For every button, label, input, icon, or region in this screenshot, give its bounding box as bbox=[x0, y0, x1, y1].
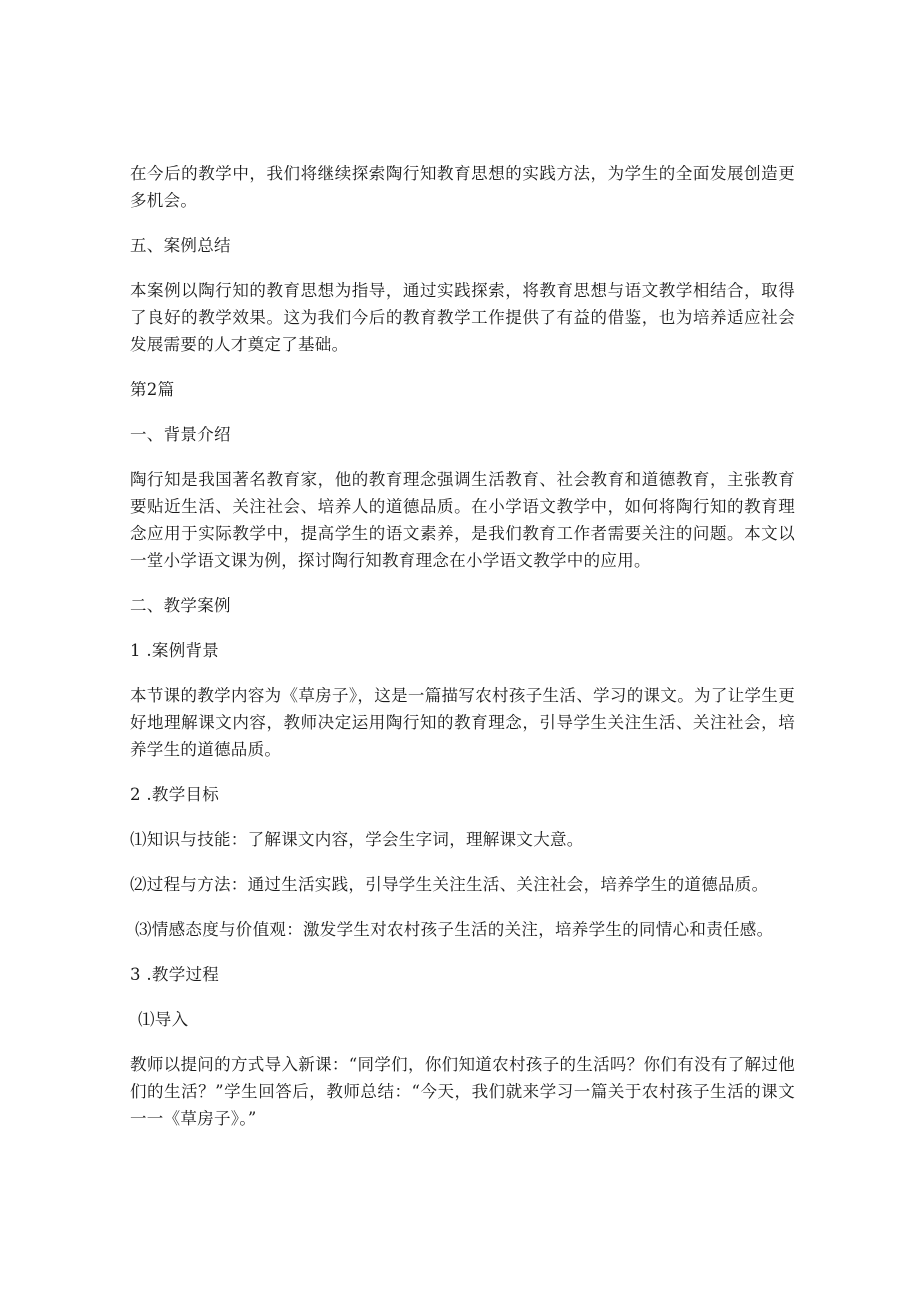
paragraph-case-background: 本节课的教学内容为《草房子》，这是一篇描写农村孩子生活、学习的课文。为了让学生更好地理解课文内容，教师决定运用陶行知的教育理念，引导学生关注生活、关注社会，培养学生的道德品质。 bbox=[130, 686, 795, 759]
heading-introduction: ⑴导入 bbox=[138, 1010, 189, 1029]
heading-teaching-goals: 2 .教学目标 bbox=[130, 785, 220, 804]
heading-case-summary: 五、案例总结 bbox=[130, 236, 231, 255]
goal-process-methods: ⑵过程与方法：通过生活实践，引导学生关注生活、关注社会，培养学生的道德品质。 bbox=[130, 875, 769, 894]
heading-case-background: 1 .案例背景 bbox=[130, 641, 220, 660]
paragraph-background: 陶行知是我国著名教育家，他的教育理念强调生活教育、社会教育和道德教育，主张教育要贴近生活、关注社会、培养人的道德品质。在小学语文教学中，如何将陶行知的教育理念应用于实际教学中，提高学生的语文素养，是我们教育工作者需要关注的问题。本文以一堂小学语文课为例，探讨陶行知教育理念在小学语文教学中的应用。 bbox=[130, 470, 795, 570]
heading-teaching-process: 3 .教学过程 bbox=[130, 965, 220, 984]
heading-teaching-case: 二、教学案例 bbox=[130, 596, 231, 615]
goal-emotion-values: ⑶情感态度与价值观：激发学生对农村孩子生活的关注，培养学生的同情心和责任感。 bbox=[135, 920, 774, 939]
paragraph-case-summary: 本案例以陶行知的教育思想为指导，通过实践探索，将教育思想与语文教学相结合，取得了良好的教学效果。这为我们今后的教育教学工作提供了有益的借鉴，也为培养适应社会发展需要的人才奠定了基础。 bbox=[130, 281, 795, 354]
paragraph-future-teaching: 在今后的教学中，我们将继续探索陶行知教育思想的实践方法，为学生的全面发展创造更多机会。 bbox=[130, 164, 795, 210]
goal-knowledge-skills: ⑴知识与技能：了解课文内容，学会生字词，理解课文大意。 bbox=[130, 830, 584, 849]
heading-part-2: 第2篇 bbox=[130, 380, 175, 399]
paragraph-introduction: 教师以提问的方式导入新课：“同学们，你们知道农村孩子的生活吗？你们有没有了解过他们的生活？”学生回答后，教师总结：“今天，我们就来学习一篇关于农村孩子生活的课文一一《草房子》。” bbox=[130, 1055, 795, 1128]
heading-background: 一、背景介绍 bbox=[130, 425, 231, 444]
document-page bbox=[130, 160, 795, 1132]
